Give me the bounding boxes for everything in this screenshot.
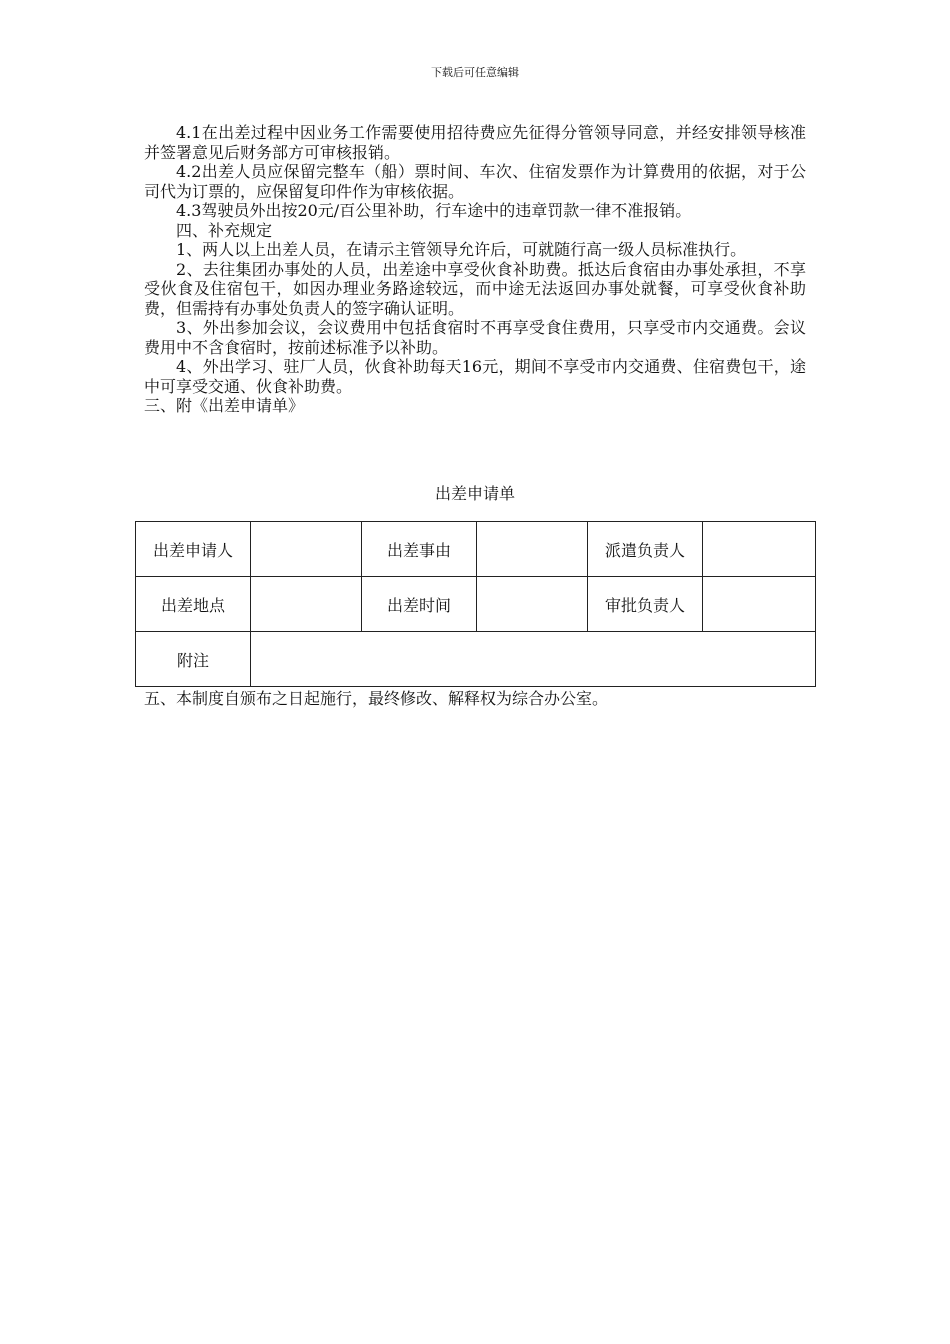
form-field-applicant[interactable] — [251, 522, 362, 577]
form-label-approver: 审批负责人 — [588, 577, 703, 632]
form-row — [136, 522, 816, 577]
section-heading-attachment: 三、附《出差申请单》 — [144, 396, 305, 415]
closing-statement: 五、本制度自颁布之日起施行，最终修改、解释权为综合办公室。 — [144, 689, 609, 708]
form-field-time[interactable] — [477, 577, 588, 632]
supplementary-item-2: 2、去往集团办事处的人员，出差途中享受伙食补助费。抵达后食宿由办事处承担，不享受伙食及住宿包干，如因办理业务路途较远，而中途无法返回办事处就餐，可享受伙食补助费，但需持有办事处负责人的签字确认证明。 — [144, 259, 806, 318]
form-row — [136, 577, 816, 632]
form-field-reason[interactable] — [477, 522, 588, 577]
supplementary-item-3: 3、外出参加会议，会议费用中包括食宿时不再享受食住费用，只享受市内交通费。会议费用中不含食宿时，按前述标准予以补助。 — [144, 318, 806, 357]
document-body — [144, 123, 806, 416]
form-label-applicant: 出差申请人 — [136, 522, 251, 577]
form-field-remarks[interactable] — [251, 632, 816, 687]
form-label-time: 出差时间 — [362, 577, 477, 632]
form-label-remarks: 附注 — [136, 632, 251, 687]
travel-application-form — [135, 521, 816, 687]
form-label-location: 出差地点 — [136, 577, 251, 632]
page-header: 下载后可任意编辑 — [431, 66, 519, 79]
section-heading-supplementary: 四、补充规定 — [176, 220, 273, 240]
form-title: 出差申请单 — [434, 484, 515, 503]
paragraph-4-2: 4.2出差人员应保留完整车（船）票时间、车次、住宿发票作为计算费用的依据，对于公司代为订票的，应保留复印件作为审核依据。 — [144, 162, 806, 201]
paragraph-4-3: 4.3驾驶员外出按20元/百公里补助，行车途中的违章罚款一律不准报销。 — [176, 201, 692, 220]
form-field-approver[interactable] — [703, 577, 816, 632]
supplementary-item-4: 4、外出学习、驻厂人员，伙食补助每天16元，期间不享受市内交通费、住宿费包干，途中可享受交通、伙食补助费。 — [144, 357, 806, 396]
form-label-reason: 出差事由 — [362, 522, 477, 577]
supplementary-item-1: 1、两人以上出差人员，在请示主管领导允许后，可就随行高一级人员标准执行。 — [176, 240, 747, 259]
paragraph-4-1: 4.1在出差过程中因业务工作需要使用招待费应先征得分管领导同意，并经安排领导核准并签署意见后财务部方可审核报销。 — [144, 123, 806, 162]
form-field-dispatcher[interactable] — [703, 522, 816, 577]
form-row — [136, 632, 816, 687]
form-label-dispatcher: 派遣负责人 — [588, 522, 703, 577]
form-field-location[interactable] — [251, 577, 362, 632]
